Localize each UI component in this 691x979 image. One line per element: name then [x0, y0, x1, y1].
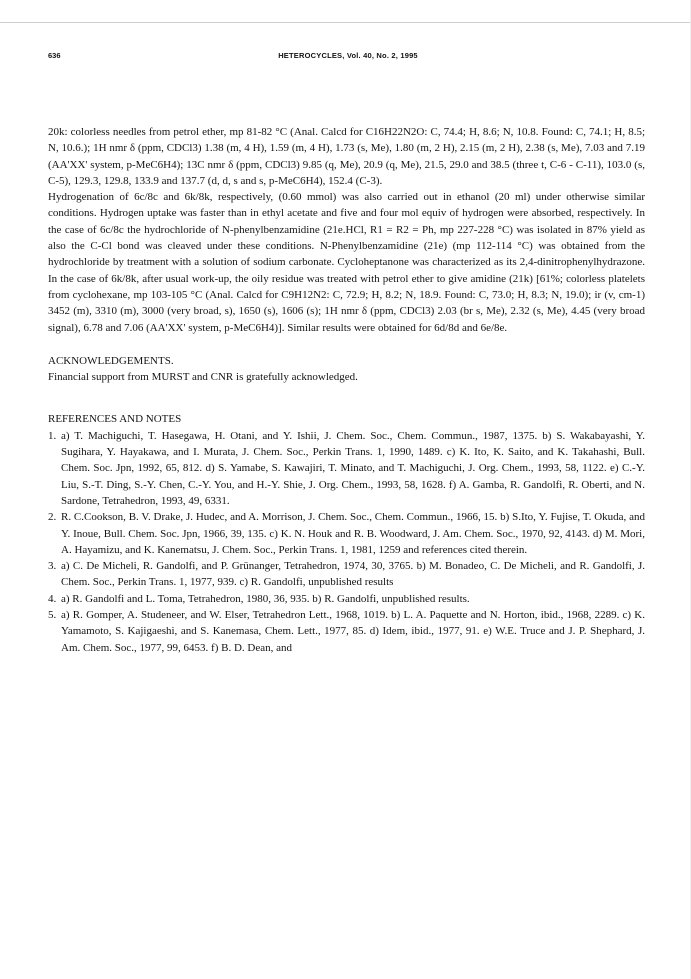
reference-text: a) R. Gandolfi and L. Toma, Tetrahedron, 1980, 36, 935. b) R. Gandolfi, unpublished results.	[61, 592, 470, 605]
reference-number: 1.	[48, 429, 57, 442]
acknowledgements-text: Financial support from MURST and CNR is gratefully acknowledged.	[48, 371, 358, 384]
compound-20k-paragraph: 20k: colorless needles from petrol ether, mp 81-82 °C (Anal. Calcd for C16H22N2O: C, 74.4; H, 8.6; N, 10.8. Found: C, 74.1; H, 8.5; N, 10.6.); 1H nmr δ (ppm, CDCl3) 1.38 (m, 4 H), 1.59 (m, 4 H), 1.73 (s, Me), 1.80 (m, 2 H), 2.15 (m, 2 H), 2.38 (s, Me), 7.03 and 7.19 (AA'XX' system, p-MeC6H4); 13C nmr δ (ppm, CDCl3) 9.85 (q, Me), 20.9 (q, Me), 21.5, 29.0 and 38.5 (three t, C-6 - C-11), 103.0 (s, C-5), 129.3, 129.8, 133.9 and 137.7 (d, d, s and s, p-MeC6H4), 152.4 (C-3).	[48, 126, 645, 187]
top-divider	[0, 22, 691, 23]
reference-text: a) R. Gomper, A. Studeneer, and W. Elser, Tetrahedron Lett., 1968, 1019. b) L. A. Paquette and N. Horton, ibid., 1968, 2289. c) K. Yamamoto, S. Kajigaeshi, and S. Kanemasa, Chem. Lett., 1977, 85. d) Idem, ibid., 1977, 91. e) W.E. Truce and J. P. Shephard, J. Am. Chem. Soc., 1977, 99, 6453. f) B. D. Dean, and	[61, 609, 645, 654]
running-header	[48, 51, 648, 65]
reference-text: a) T. Machiguchi, T. Hasegawa, H. Otani, and Y. Ishii, J. Chem. Soc., Chem. Commun., 1987, 1375. b) S. Wakabayashi, Y. Sugihara, Y. Hayakawa, and I. Murata, J. Chem. Soc., Perkin Trans. 1, 1990, 1489. c) K. Ito, K. Saito, and K. Takahashi, Bull. Chem. Soc. Jpn, 1992, 65, 812. d) S. Yamabe, S. Kawajiri, T. Minato, and T. Machiguchi, J. Org. Chem., 1993, 58, 1122. e) C.-Y. Liu, S.-T. Ding, S.-Y. Chen, C.-Y. You, and H.-Y. Shie, J. Org. Chem., 1993, 58, 1628. f) A. Gamba, R. Gandolfi, R. Oberti, and N. Sardone, Tetrahedron, 1993, 49, 6331.	[61, 429, 645, 507]
reference-item	[48, 509, 645, 558]
reference-list	[48, 428, 645, 656]
reference-number: 4.	[48, 592, 57, 605]
reference-item	[48, 591, 645, 607]
article-body	[48, 124, 645, 656]
reference-text: R. C.Cookson, B. V. Drake, J. Hudec, and A. Morrison, J. Chem. Soc., Chem. Commun., 1966, 15. b) S.Ito, Y. Fujise, T. Okuda, and Y. Inoue, Bull. Chem. Soc. Jpn, 1966, 39, 135. c) K. N. Houk and R. B. Woodward, J. Am. Chem. Soc., 1970, 92, 4143. d) M. Mori, A. Hayamizu, and K. Kanematsu, J. Chem. Soc., Perkin Trans. 1, 1981, 1259 and references cited therein.	[61, 511, 645, 556]
reference-item	[48, 607, 645, 656]
hydrogenation-paragraph: Hydrogenation of 6c/8c and 6k/8k, respectively, (0.60 mmol) was also carried out in ethanol (20 ml) under otherwise similar conditions. Hydrogen uptake was faster than in ethyl acetate and five and four mol equiv of hydrogen were absorbed, respectively. In the case of 6c/8c the hydrochloride of N-phenylbenzamidine (21e.HCl, R1 = R2 = Ph, mp 227-228 °C) was isolated in 87% yield as also the C-Cl bond was cleaved under these conditions. N-Phenylbenzamidine (21e) (mp 112-114 °C) was obtained from the hydrochloride by treatment with a solution of sodium carbonate. Cycloheptanone was characterized as its 2,4-dinitrophenylhydrazone. In the case of 6k/8k, after usual work-up, the oily residue was treated with petrol ether to give amidine (21k) [61%; colorless platelets from cyclohexane, mp 103-105 °C (Anal. Calcd for C9H12N2: C, 72.9; H, 8.2; N, 18.9. Found: C, 73.0; H, 8.3; N, 19.0); ir (v, cm-1) 3452 (m), 3310 (m), 3000 (very broad, s), 1650 (s), 1606 (s); 1H nmr δ (ppm, CDCl3) 2.03 (br s, Me), 2.32 (s, Me), 4.45 (very broad signal), 6.78 and 7.06 (AA'XX' system, p-MeC6H4)]. Similar results were obtained for 6d/8d and 6e/8e.	[48, 191, 645, 334]
running-title: HETEROCYCLES, Vol. 40, No. 2, 1995	[278, 51, 418, 60]
page-number: 636	[48, 51, 61, 60]
acknowledgements-heading: ACKNOWLEDGEMENTS.	[48, 354, 174, 367]
references-heading: REFERENCES AND NOTES	[48, 413, 182, 426]
reference-item	[48, 558, 645, 591]
reference-number: 5.	[48, 609, 57, 622]
reference-number: 2.	[48, 511, 57, 524]
reference-number: 3.	[48, 560, 57, 573]
reference-text: a) C. De Micheli, R. Gandolfi, and P. Grünanger, Tetrahedron, 1974, 30, 3765. b) M. Bonadeo, C. De Micheli, and R. Gandolfi, J. Chem. Soc., Perkin Trans. 1, 1977, 939. c) R. Gandolfi, unpublished results	[61, 560, 645, 589]
reference-item	[48, 428, 645, 509]
